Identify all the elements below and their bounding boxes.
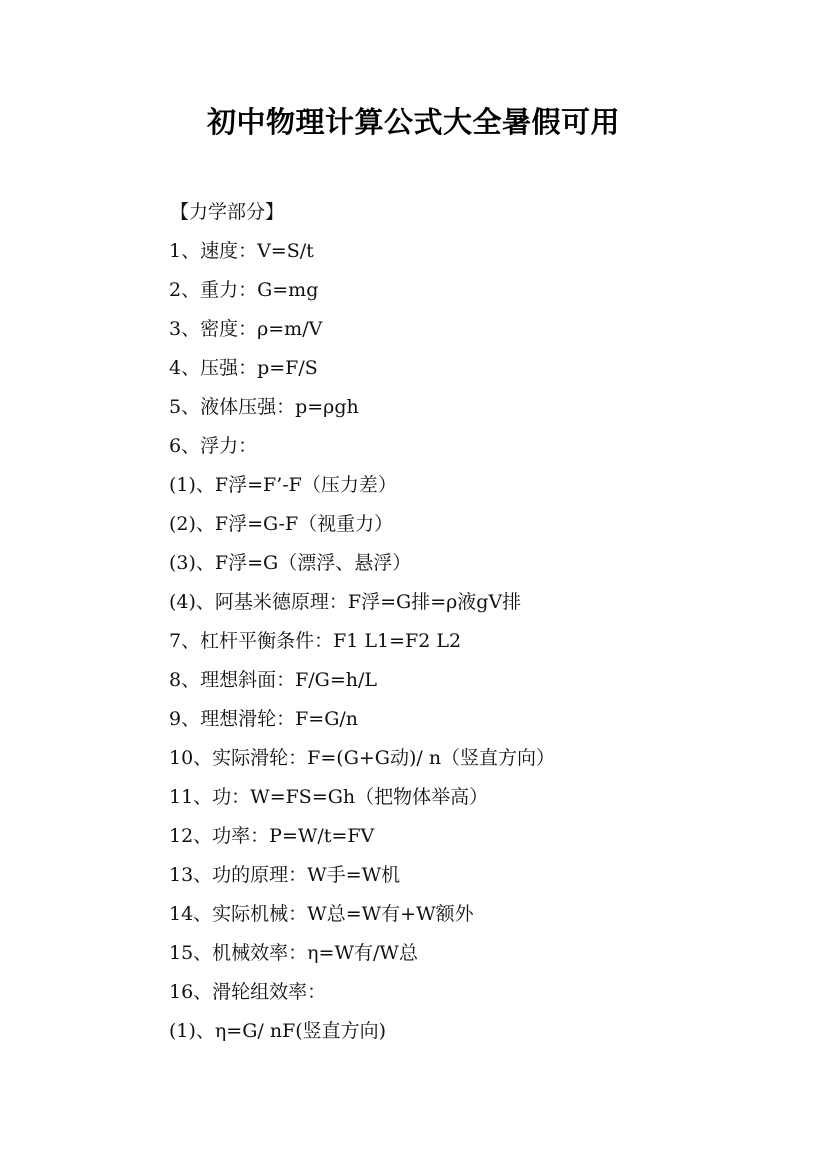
formula-line: 7、杠杆平衡条件：F1 L1=F2 L2	[169, 630, 462, 652]
formula-line: (4)、阿基米德原理：F浮=G排=ρ液gV排	[169, 591, 522, 613]
section-heading: 【力学部分】	[170, 201, 285, 223]
document-body	[169, 193, 809, 1051]
formula-line: 2、重力：G=mg	[169, 279, 319, 301]
formula-line: 6、浮力：	[169, 435, 258, 457]
formula-line: 1、速度：V=S/t	[169, 240, 314, 262]
formula-line: 12、功率：P=W/t=FV	[169, 825, 375, 847]
formula-line: 14、实际机械：W总=W有+W额外	[169, 903, 474, 925]
formula-line: (1)、η=G/ nF(竖直方向)	[169, 1020, 387, 1042]
formula-line: 4、压强：p=F/S	[169, 357, 318, 379]
formula-line: (1)、F浮=F’-F（压力差）	[169, 474, 397, 496]
formula-line: 8、理想斜面：F/G=h/L	[169, 669, 378, 691]
formula-line: (3)、F浮=G（漂浮、悬浮）	[169, 552, 412, 574]
formula-line: (2)、F浮=G-F（视重力）	[169, 513, 394, 535]
formula-line: 16、滑轮组效率：	[169, 981, 327, 1003]
formula-line: 9、理想滑轮：F=G/n	[169, 708, 359, 730]
document-title: 初中物理计算公式大全暑假可用	[206, 105, 620, 139]
formula-line: 13、功的原理：W手=W机	[169, 864, 401, 886]
formula-line: 3、密度：ρ=m/V	[169, 318, 323, 340]
formula-line: 10、实际滑轮：F=(G+G动)/ n（竖直方向）	[169, 747, 556, 769]
formula-line: 15、机械效率：η=W有/W总	[169, 942, 418, 964]
formula-line: 11、功：W=FS=Gh（把物体举高）	[169, 786, 489, 808]
formula-line: 5、液体压强：p=ρgh	[169, 396, 359, 418]
